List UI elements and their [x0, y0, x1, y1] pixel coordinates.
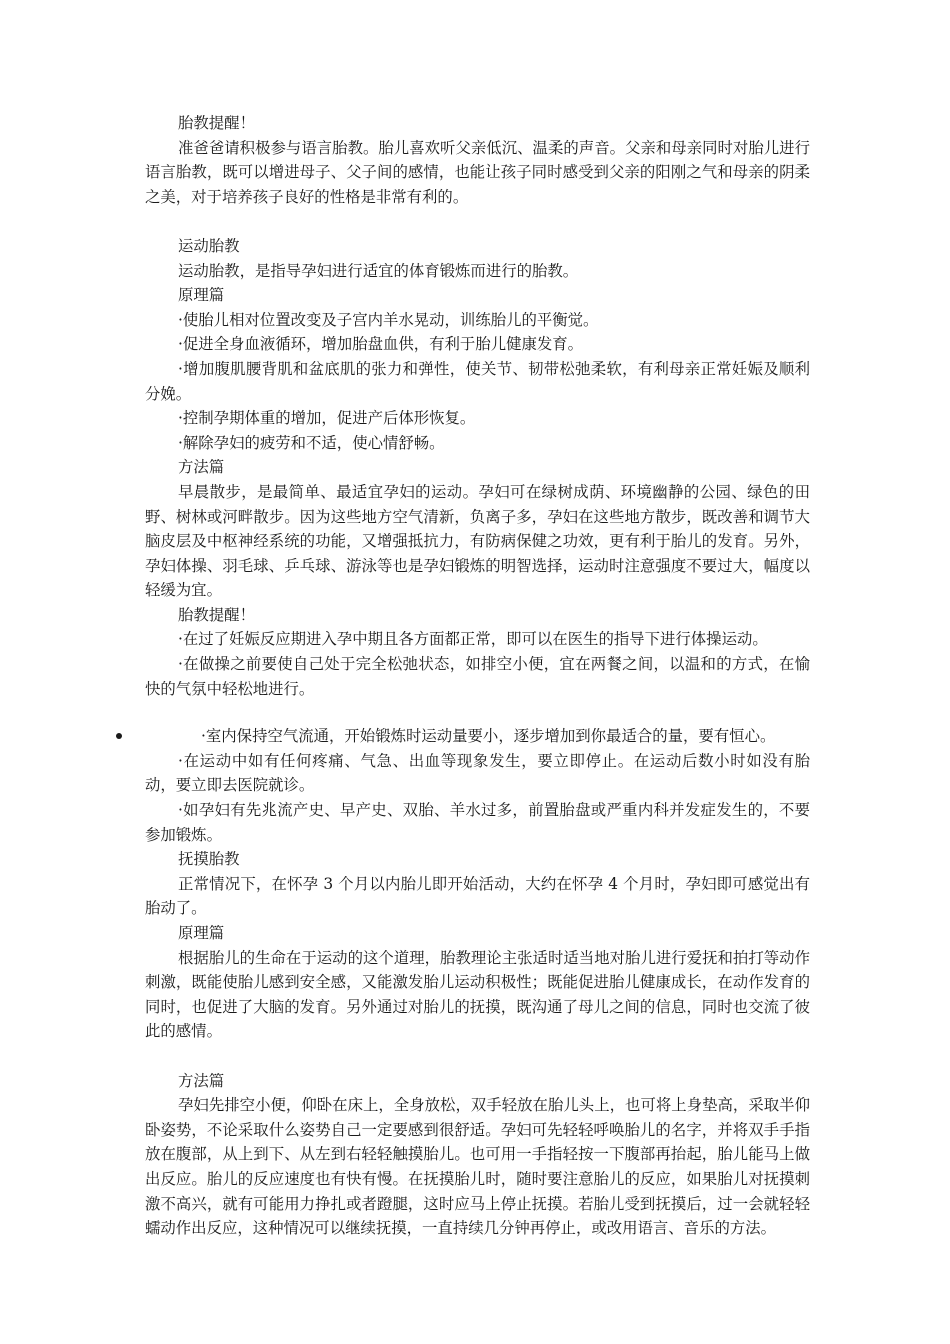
heading-method-1: 方法篇: [178, 458, 225, 477]
heading-exercise-education: 运动胎教: [178, 236, 240, 255]
heading-touch-education: 抚摸胎教: [178, 850, 240, 869]
list-item-principle: ·促进全身血液循环，增加胎盘血供，有利于胎儿健康发育。: [178, 335, 584, 354]
heading-reminder-1: 胎教提醒！: [178, 114, 255, 132]
list-item-reminder: ·在做操之前要使自己处于完全松弛状态，如排空小便，宜在两餐之间，以温和的方式，在愉快的气氛中轻松地进行。: [145, 655, 810, 698]
list-item-reminder: ·如孕妇有先兆流产史、早产史、双胎、羊水过多，前置胎盘或严重内科并发症发生的，不要参加锻炼。: [145, 801, 810, 844]
spacer: [145, 701, 810, 724]
paragraph-exercise-definition: 运动胎教，是指导孕妇进行适宜的体育锻炼而进行的胎教。: [178, 261, 579, 280]
paragraph-morning-walk: 早晨散步，是最简单、最适宜孕妇的运动。孕妇可在绿树成荫、环境幽静的公园、绿色的田野、树林或河畔散步。因为这些地方空气清新，负离子多，孕妇在这些地方散步，既改善和调节大脑皮层及中枢神经系统的功能，又增强抵抗力，有防病保健之功效，更有利于胎儿的发育。另外，孕妇体操、羽毛球、乒乓球、游泳等也是孕妇锻炼的明智选择，运动时注意强度不要过大，幅度以轻缓为宜。: [145, 482, 810, 600]
list-item-principle: ·使胎儿相对位置改变及子宫内羊水晃动，训练胎儿的平衡觉。: [178, 310, 599, 329]
heading-principle-2: 原理篇: [178, 924, 225, 942]
heading-principle-1: 原理篇: [178, 286, 225, 305]
spacer: [145, 209, 810, 234]
paragraph-fetal-movement: 正常情况下，在怀孕 3 个月以内胎儿即开始活动，大约在怀孕 4 个月时，孕妇即可感觉出有胎动了。: [145, 874, 810, 918]
paragraph-father-language: 准爸爸请积极参与语言胎教。胎儿喜欢听父亲低沉、温柔的声音。父亲和母亲同时对胎儿进行语言胎教，既可以增进母子、父子间的感情，也能让孩子同时感受到父亲的阳刚之气和母亲的阴柔之美，对于培养孩子良好的性格是非常有利的。: [145, 138, 810, 206]
list-item-reminder: ·在过了妊娠反应期进入孕中期且各方面都正常，即可以在医生的指导下进行体操运动。: [178, 630, 768, 649]
heading-method-2: 方法篇: [178, 1071, 225, 1090]
bullet-icon: [116, 733, 122, 739]
paragraph-touch-method: 孕妇先排空小便，仰卧在床上，全身放松，双手轻放在胎儿头上，也可将上身垫高，采取半仰卧姿势，不论采取什么姿势自己一定要感到很舒适。孕妇可先轻轻呼唤胎儿的名字，并将双手手指放在腹部，从上到下、从左到右轻轻触摸胎儿。也可用一手指轻按一下腹部再抬起，胎儿能马上做出反应。胎儿的反应速度也有快有慢。在抚摸胎儿时，随时要注意胎儿的反应，如果胎儿对抚摸刺激不高兴，就有可能用力挣扎或者蹬腿，这时应马上停止抚摸。若胎儿受到抚摸后，过一会就轻轻蠕动作出反应，这种情况可以继续抚摸，一直持续几分钟再停止，或改用语言、音乐的方法。: [145, 1096, 810, 1238]
list-item-principle: ·增加腹肌腰背肌和盆底肌的张力和弹性，使关节、韧带松弛柔软，有利母亲正常妊娠及顺利分娩。: [145, 359, 810, 403]
spacer: [145, 1044, 810, 1069]
list-item-reminder: ·室内保持空气流通，开始锻炼时运动量要小，逐步增加到你最适合的量，要有恒心。: [201, 727, 776, 746]
list-item-principle: ·控制孕期体重的增加，促进产后体形恢复。: [178, 409, 476, 428]
bulleted-list-item: [145, 724, 810, 749]
paragraph-touch-principle: 根据胎儿的生命在于运动的这个道理，胎教理论主张适时适当地对胎儿进行爱抚和拍打等动作刺激，既能使胎儿感到安全感，又能激发胎儿运动积极性；既能促进胎儿健康成长，在动作发育的同时，也促进了大脑的发育。另外通过对胎儿的抚摸，既沟通了母儿之间的信息，同时也交流了彼此的感情。: [145, 948, 810, 1041]
list-item-reminder: ·在运动中如有任何疼痛、气急、出血等现象发生，要立即停止。在运动后数小时如没有胎动，要立即去医院就诊。: [145, 751, 810, 795]
list-item-principle: ·解除孕妇的疲劳和不适，使心情舒畅。: [178, 433, 445, 452]
heading-reminder-2: 胎教提醒！: [178, 605, 255, 624]
document-body: [145, 111, 810, 1241]
